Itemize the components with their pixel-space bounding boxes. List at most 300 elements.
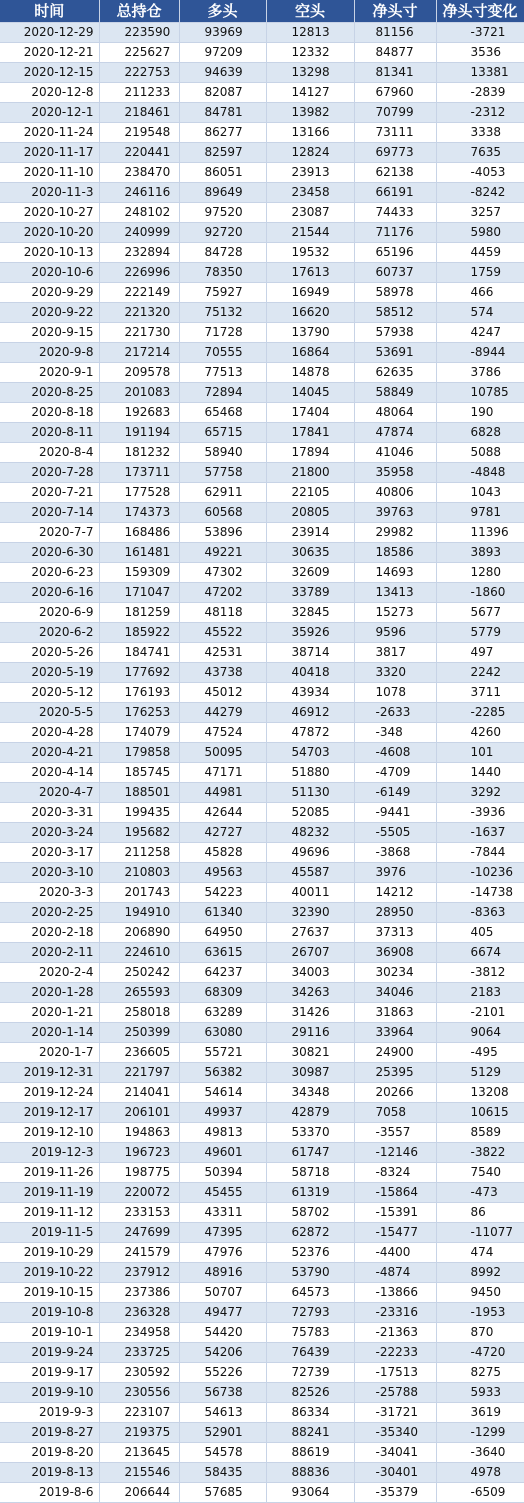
long-cell: 84781 <box>179 103 266 123</box>
net-cell: 62138 <box>354 163 436 183</box>
date-cell: 2019-10-29 <box>0 1243 99 1263</box>
net-cell: -3557 <box>354 1123 436 1143</box>
short-cell: 29116 <box>266 1023 354 1043</box>
table-row <box>0 663 524 683</box>
long-cell: 64950 <box>179 923 266 943</box>
table-row <box>0 303 524 323</box>
table-row <box>0 1043 524 1063</box>
short-cell: 21800 <box>266 463 354 483</box>
net-change-cell: 9781 <box>436 503 524 523</box>
table-row <box>0 963 524 983</box>
total-cell: 179858 <box>99 743 179 763</box>
net-cell: 35958 <box>354 463 436 483</box>
short-cell: 16949 <box>266 283 354 303</box>
table-row <box>0 203 524 223</box>
net-change-cell: 4247 <box>436 323 524 343</box>
table-row <box>0 403 524 423</box>
net-cell: 66191 <box>354 183 436 203</box>
long-cell: 47524 <box>179 723 266 743</box>
date-cell: 2019-8-27 <box>0 1423 99 1443</box>
long-cell: 54223 <box>179 883 266 903</box>
table-row <box>0 343 524 363</box>
short-cell: 42879 <box>266 1103 354 1123</box>
date-cell: 2020-5-12 <box>0 683 99 703</box>
table-row <box>0 703 524 723</box>
long-cell: 47395 <box>179 1223 266 1243</box>
date-cell: 2020-12-1 <box>0 103 99 123</box>
short-cell: 13298 <box>266 63 354 83</box>
short-cell: 88836 <box>266 1463 354 1483</box>
date-cell: 2020-12-21 <box>0 43 99 63</box>
short-cell: 88241 <box>266 1423 354 1443</box>
long-cell: 97520 <box>179 203 266 223</box>
table-row <box>0 1123 524 1143</box>
total-cell: 215546 <box>99 1463 179 1483</box>
total-cell: 210803 <box>99 863 179 883</box>
long-cell: 42644 <box>179 803 266 823</box>
header-row <box>0 0 524 23</box>
short-cell: 17404 <box>266 403 354 423</box>
date-cell: 2019-12-3 <box>0 1143 99 1163</box>
short-cell: 51130 <box>266 783 354 803</box>
total-cell: 218461 <box>99 103 179 123</box>
net-change-cell: 870 <box>436 1323 524 1343</box>
table-row <box>0 863 524 883</box>
total-cell: 224610 <box>99 943 179 963</box>
short-cell: 82526 <box>266 1383 354 1403</box>
net-cell: -4608 <box>354 743 436 763</box>
date-cell: 2020-12-15 <box>0 63 99 83</box>
net-change-cell: 474 <box>436 1243 524 1263</box>
table-header <box>0 0 524 23</box>
date-cell: 2020-1-7 <box>0 1043 99 1063</box>
total-cell: 171047 <box>99 583 179 603</box>
table-row <box>0 943 524 963</box>
short-cell: 72793 <box>266 1303 354 1323</box>
net-change-cell: 3292 <box>436 783 524 803</box>
net-cell: -35379 <box>354 1483 436 1503</box>
net-change-cell: -2101 <box>436 1003 524 1023</box>
net-cell: 57938 <box>354 323 436 343</box>
net-cell: 33964 <box>354 1023 436 1043</box>
table-row <box>0 263 524 283</box>
table-row <box>0 1363 524 1383</box>
net-cell: 39763 <box>354 503 436 523</box>
date-cell: 2020-7-7 <box>0 523 99 543</box>
long-cell: 49601 <box>179 1143 266 1163</box>
net-cell: 7058 <box>354 1103 436 1123</box>
net-change-cell: 405 <box>436 923 524 943</box>
net-cell: 31863 <box>354 1003 436 1023</box>
total-cell: 237912 <box>99 1263 179 1283</box>
net-change-cell: -3812 <box>436 963 524 983</box>
long-cell: 92720 <box>179 223 266 243</box>
table-row <box>0 803 524 823</box>
date-cell: 2019-12-10 <box>0 1123 99 1143</box>
long-cell: 48916 <box>179 1263 266 1283</box>
date-cell: 2020-8-4 <box>0 443 99 463</box>
short-cell: 26707 <box>266 943 354 963</box>
net-change-cell: 3536 <box>436 43 524 63</box>
net-cell: 9596 <box>354 623 436 643</box>
net-change-cell: 1280 <box>436 563 524 583</box>
date-cell: 2019-8-6 <box>0 1483 99 1503</box>
net-cell: 36908 <box>354 943 436 963</box>
total-cell: 181259 <box>99 603 179 623</box>
total-cell: 184741 <box>99 643 179 663</box>
short-cell: 47872 <box>266 723 354 743</box>
date-cell: 2020-4-28 <box>0 723 99 743</box>
net-cell: 53691 <box>354 343 436 363</box>
table-row <box>0 843 524 863</box>
short-cell: 35926 <box>266 623 354 643</box>
date-cell: 2020-3-24 <box>0 823 99 843</box>
short-cell: 48232 <box>266 823 354 843</box>
table-row <box>0 1383 524 1403</box>
net-cell: -13866 <box>354 1283 436 1303</box>
net-change-cell: -2285 <box>436 703 524 723</box>
total-cell: 226996 <box>99 263 179 283</box>
net-cell: 20266 <box>354 1083 436 1103</box>
short-cell: 23913 <box>266 163 354 183</box>
net-cell: 81156 <box>354 23 436 43</box>
short-cell: 12824 <box>266 143 354 163</box>
long-cell: 49937 <box>179 1103 266 1123</box>
date-cell: 2020-6-16 <box>0 583 99 603</box>
net-change-cell: 1043 <box>436 483 524 503</box>
long-cell: 93969 <box>179 23 266 43</box>
table-row <box>0 223 524 243</box>
date-cell: 2020-1-28 <box>0 983 99 1003</box>
net-cell: 25395 <box>354 1063 436 1083</box>
total-cell: 176193 <box>99 683 179 703</box>
date-cell: 2020-10-13 <box>0 243 99 263</box>
net-change-cell: 13208 <box>436 1083 524 1103</box>
total-cell: 206101 <box>99 1103 179 1123</box>
net-cell: 3817 <box>354 643 436 663</box>
net-cell: 14693 <box>354 563 436 583</box>
short-cell: 54703 <box>266 743 354 763</box>
total-cell: 220441 <box>99 143 179 163</box>
total-cell: 174079 <box>99 723 179 743</box>
net-change-cell: -2312 <box>436 103 524 123</box>
long-cell: 75927 <box>179 283 266 303</box>
net-change-cell: -14738 <box>436 883 524 903</box>
net-change-cell: 3711 <box>436 683 524 703</box>
table-row <box>0 163 524 183</box>
table-row <box>0 23 524 43</box>
date-cell: 2020-11-10 <box>0 163 99 183</box>
table-row <box>0 1143 524 1163</box>
long-cell: 45455 <box>179 1183 266 1203</box>
date-cell: 2020-5-19 <box>0 663 99 683</box>
date-cell: 2019-12-17 <box>0 1103 99 1123</box>
date-cell: 2020-8-18 <box>0 403 99 423</box>
net-cell: -2633 <box>354 703 436 723</box>
total-cell: 265593 <box>99 983 179 1003</box>
date-cell: 2020-11-17 <box>0 143 99 163</box>
long-cell: 77513 <box>179 363 266 383</box>
date-cell: 2020-2-25 <box>0 903 99 923</box>
date-cell: 2020-1-21 <box>0 1003 99 1023</box>
table-row <box>0 1443 524 1463</box>
total-cell: 233725 <box>99 1343 179 1363</box>
net-cell: -5505 <box>354 823 436 843</box>
short-cell: 58702 <box>266 1203 354 1223</box>
long-cell: 47171 <box>179 763 266 783</box>
total-cell: 232894 <box>99 243 179 263</box>
date-cell: 2020-9-8 <box>0 343 99 363</box>
table-row <box>0 63 524 83</box>
long-cell: 56382 <box>179 1063 266 1083</box>
total-cell: 191194 <box>99 423 179 443</box>
net-cell: -8324 <box>354 1163 436 1183</box>
table-row <box>0 903 524 923</box>
total-cell: 230556 <box>99 1383 179 1403</box>
net-change-cell: 190 <box>436 403 524 423</box>
long-cell: 54578 <box>179 1443 266 1463</box>
net-cell: -9441 <box>354 803 436 823</box>
net-change-cell: -8944 <box>436 343 524 363</box>
net-cell: 58849 <box>354 383 436 403</box>
short-cell: 17841 <box>266 423 354 443</box>
date-cell: 2020-9-22 <box>0 303 99 323</box>
net-cell: 60737 <box>354 263 436 283</box>
date-cell: 2020-9-15 <box>0 323 99 343</box>
table-row <box>0 783 524 803</box>
net-change-cell: 9064 <box>436 1023 524 1043</box>
net-change-cell: 3338 <box>436 123 524 143</box>
date-cell: 2020-8-25 <box>0 383 99 403</box>
total-cell: 213645 <box>99 1443 179 1463</box>
total-cell: 185922 <box>99 623 179 643</box>
short-cell: 12813 <box>266 23 354 43</box>
short-cell: 43934 <box>266 683 354 703</box>
date-cell: 2019-12-24 <box>0 1083 99 1103</box>
total-cell: 221730 <box>99 323 179 343</box>
total-cell: 223590 <box>99 23 179 43</box>
net-change-cell: 1440 <box>436 763 524 783</box>
short-cell: 14878 <box>266 363 354 383</box>
net-cell: -21363 <box>354 1323 436 1343</box>
date-cell: 2020-2-18 <box>0 923 99 943</box>
net-change-cell: 3786 <box>436 363 524 383</box>
net-change-cell: 1759 <box>436 263 524 283</box>
date-cell: 2020-6-30 <box>0 543 99 563</box>
total-cell: 221320 <box>99 303 179 323</box>
net-cell: 40806 <box>354 483 436 503</box>
table-row <box>0 83 524 103</box>
total-cell: 248102 <box>99 203 179 223</box>
total-cell: 220072 <box>99 1183 179 1203</box>
net-cell: -25788 <box>354 1383 436 1403</box>
short-cell: 23458 <box>266 183 354 203</box>
date-cell: 2020-9-1 <box>0 363 99 383</box>
date-cell: 2019-10-1 <box>0 1323 99 1343</box>
date-cell: 2019-10-22 <box>0 1263 99 1283</box>
total-cell: 177528 <box>99 483 179 503</box>
date-cell: 2020-10-20 <box>0 223 99 243</box>
short-cell: 16620 <box>266 303 354 323</box>
date-cell: 2020-3-17 <box>0 843 99 863</box>
total-cell: 176253 <box>99 703 179 723</box>
short-cell: 30635 <box>266 543 354 563</box>
long-cell: 94639 <box>179 63 266 83</box>
table-row <box>0 1463 524 1483</box>
short-cell: 61319 <box>266 1183 354 1203</box>
net-cell: 3320 <box>354 663 436 683</box>
total-cell: 173711 <box>99 463 179 483</box>
date-cell: 2020-1-14 <box>0 1023 99 1043</box>
total-cell: 225627 <box>99 43 179 63</box>
short-cell: 23087 <box>266 203 354 223</box>
net-change-cell: 3893 <box>436 543 524 563</box>
net-change-cell: -473 <box>436 1183 524 1203</box>
total-cell: 177692 <box>99 663 179 683</box>
short-cell: 86334 <box>266 1403 354 1423</box>
total-cell: 199435 <box>99 803 179 823</box>
long-cell: 48118 <box>179 603 266 623</box>
net-change-cell: 6828 <box>436 423 524 443</box>
net-change-cell: 101 <box>436 743 524 763</box>
total-cell: 198775 <box>99 1163 179 1183</box>
long-cell: 54614 <box>179 1083 266 1103</box>
net-change-cell: -4053 <box>436 163 524 183</box>
date-cell: 2019-12-31 <box>0 1063 99 1083</box>
net-cell: -12146 <box>354 1143 436 1163</box>
total-cell: 250399 <box>99 1023 179 1043</box>
table-row <box>0 1063 524 1083</box>
table-row <box>0 1323 524 1343</box>
total-cell: 181232 <box>99 443 179 463</box>
total-cell: 201083 <box>99 383 179 403</box>
long-cell: 68309 <box>179 983 266 1003</box>
net-change-cell: 8275 <box>436 1363 524 1383</box>
date-cell: 2020-6-2 <box>0 623 99 643</box>
long-cell: 71728 <box>179 323 266 343</box>
short-cell: 64573 <box>266 1283 354 1303</box>
short-cell: 75783 <box>266 1323 354 1343</box>
table-row <box>0 383 524 403</box>
table-row <box>0 363 524 383</box>
long-cell: 42727 <box>179 823 266 843</box>
net-change-cell: 4459 <box>436 243 524 263</box>
net-change-cell: -1299 <box>436 1423 524 1443</box>
short-cell: 21544 <box>266 223 354 243</box>
table-row <box>0 1303 524 1323</box>
long-cell: 43311 <box>179 1203 266 1223</box>
net-change-cell: 8589 <box>436 1123 524 1143</box>
table-row <box>0 1283 524 1303</box>
total-cell: 223107 <box>99 1403 179 1423</box>
net-cell: 30234 <box>354 963 436 983</box>
table-row <box>0 483 524 503</box>
short-cell: 13982 <box>266 103 354 123</box>
total-cell: 247699 <box>99 1223 179 1243</box>
total-cell: 188501 <box>99 783 179 803</box>
table-row <box>0 423 524 443</box>
long-cell: 47302 <box>179 563 266 583</box>
table-row <box>0 983 524 1003</box>
table-row <box>0 503 524 523</box>
total-cell: 195682 <box>99 823 179 843</box>
long-cell: 56738 <box>179 1383 266 1403</box>
table-row <box>0 723 524 743</box>
long-cell: 86051 <box>179 163 266 183</box>
long-cell: 58435 <box>179 1463 266 1483</box>
net-cell: -4874 <box>354 1263 436 1283</box>
net-cell: 48064 <box>354 403 436 423</box>
long-cell: 58940 <box>179 443 266 463</box>
net-cell: -31721 <box>354 1403 436 1423</box>
net-cell: -22233 <box>354 1343 436 1363</box>
long-cell: 52901 <box>179 1423 266 1443</box>
table-row <box>0 1223 524 1243</box>
net-change-cell: -6509 <box>436 1483 524 1503</box>
long-cell: 65468 <box>179 403 266 423</box>
net-change-cell: -495 <box>436 1043 524 1063</box>
net-cell: 24900 <box>354 1043 436 1063</box>
short-cell: 53370 <box>266 1123 354 1143</box>
net-cell: 3976 <box>354 863 436 883</box>
total-cell: 236328 <box>99 1303 179 1323</box>
net-cell: 13413 <box>354 583 436 603</box>
table-row <box>0 883 524 903</box>
table-row <box>0 1203 524 1223</box>
net-change-cell: -11077 <box>436 1223 524 1243</box>
long-cell: 45522 <box>179 623 266 643</box>
long-cell: 43738 <box>179 663 266 683</box>
short-cell: 40418 <box>266 663 354 683</box>
net-change-cell: -4720 <box>436 1343 524 1363</box>
long-cell: 44279 <box>179 703 266 723</box>
long-cell: 44981 <box>179 783 266 803</box>
total-cell: 246116 <box>99 183 179 203</box>
total-cell: 241579 <box>99 1243 179 1263</box>
date-cell: 2020-5-5 <box>0 703 99 723</box>
date-cell: 2019-9-3 <box>0 1403 99 1423</box>
short-cell: 32609 <box>266 563 354 583</box>
net-change-cell: -3822 <box>436 1143 524 1163</box>
total-cell: 159309 <box>99 563 179 583</box>
table-row <box>0 103 524 123</box>
net-cell: 15273 <box>354 603 436 623</box>
short-cell: 30821 <box>266 1043 354 1063</box>
net-change-cell: 466 <box>436 283 524 303</box>
long-cell: 63289 <box>179 1003 266 1023</box>
table-row <box>0 583 524 603</box>
date-cell: 2019-9-24 <box>0 1343 99 1363</box>
total-cell: 206644 <box>99 1483 179 1503</box>
net-change-cell: 5129 <box>436 1063 524 1083</box>
table-row <box>0 1343 524 1363</box>
net-cell: 18586 <box>354 543 436 563</box>
long-cell: 50095 <box>179 743 266 763</box>
net-change-cell: -7844 <box>436 843 524 863</box>
net-change-cell: 574 <box>436 303 524 323</box>
net-cell: 70799 <box>354 103 436 123</box>
net-change-cell: -8242 <box>436 183 524 203</box>
short-cell: 88619 <box>266 1443 354 1463</box>
net-cell: 69773 <box>354 143 436 163</box>
table-row <box>0 1483 524 1503</box>
short-cell: 20805 <box>266 503 354 523</box>
table-row <box>0 1083 524 1103</box>
date-cell: 2019-11-19 <box>0 1183 99 1203</box>
short-cell: 22105 <box>266 483 354 503</box>
net-change-cell: 3257 <box>436 203 524 223</box>
date-cell: 2020-3-3 <box>0 883 99 903</box>
